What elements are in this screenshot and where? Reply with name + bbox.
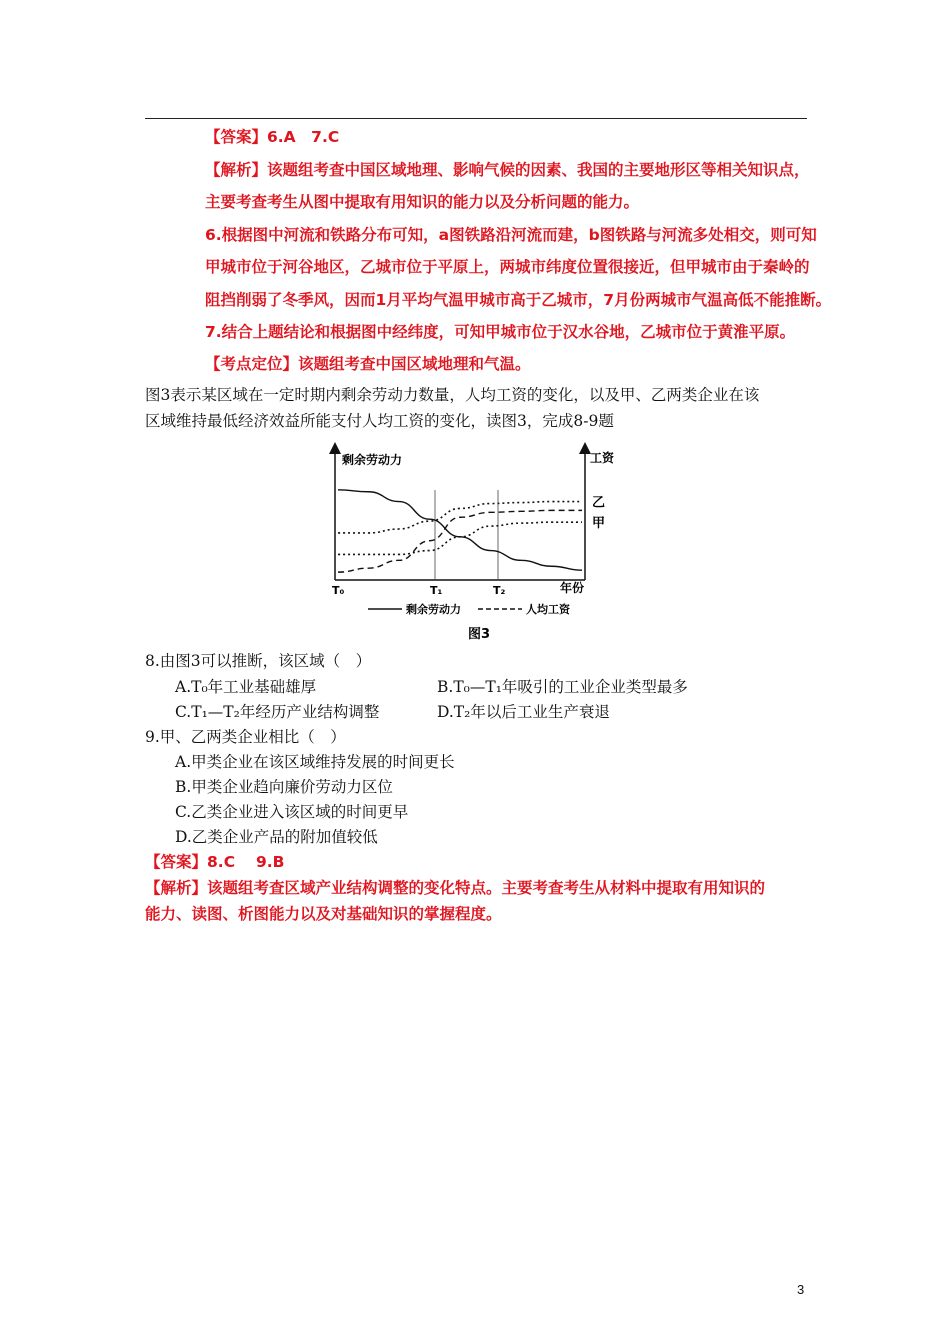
x-axis-label: 年份 <box>560 581 585 595</box>
analysis-line-2: 主要考查考生从图中提取有用知识的能力以及分析问题的能力。 <box>205 193 640 211</box>
figure-3-chart <box>320 440 640 645</box>
tick-t2: T₂ <box>493 584 506 597</box>
header-rule <box>145 118 807 119</box>
q9-option-a: A.甲类企业在该区域维持发展的时间更长 <box>175 753 455 771</box>
page-number: 3 <box>797 1282 805 1297</box>
right-axis-label: 工资 <box>590 451 615 465</box>
series-label-3: 甲 <box>592 516 606 532</box>
series-line-3 <box>338 522 582 554</box>
tick-t0: T₀ <box>332 584 345 597</box>
answer-6-7: 【答案】6.A 7.C <box>205 128 340 146</box>
q6-explanation-line-2: 甲城市位于河谷地区，乙城市位于平原上，两城市纬度位置很接近，但甲城市由于秦岭的 <box>205 258 810 276</box>
analysis-2-line-1: 【解析】该题组考查区域产业结构调整的变化特点。主要考查考生从材料中提取有用知识的 <box>145 879 766 897</box>
series-label-2: 乙 <box>592 495 606 511</box>
q9-option-d: D.乙类企业产品的附加值较低 <box>175 828 378 846</box>
q6-explanation-line-3: 阻挡削弱了冬季风，因而1月平均气温甲城市高于乙城市，7月份两城市气温高低不能推断。 <box>205 291 832 309</box>
series-line-1 <box>338 510 582 572</box>
q8-option-a: A.T₀年工业基础雄厚 <box>175 678 317 696</box>
q6-explanation-line-1: 6.根据图中河流和铁路分布可知，a图铁路沿河流而建，b图铁路与河流多处相交，则可知 <box>205 226 817 244</box>
q8-option-b: B.T₀—T₁年吸引的工业企业类型最多 <box>437 678 688 696</box>
answer-tag: 【答案】 <box>145 853 208 871</box>
series-line-0 <box>338 490 582 570</box>
key-point: 【考点定位】该题组考查中国区域地理和气温。 <box>205 355 531 373</box>
figure-caption: 图3 <box>468 627 491 642</box>
q9-option-c: C.乙类企业进入该区域的时间更早 <box>175 803 409 821</box>
left-axis-label: 剩余劳动力 <box>342 453 403 467</box>
q9-option-b: B.甲类企业趋向廉价劳动力区位 <box>175 778 393 796</box>
q8-option-c: C.T₁—T₂年经历产业结构调整 <box>175 703 380 721</box>
analysis-2-line-2: 能力、读图、析图能力以及对基础知识的掌握程度。 <box>145 905 502 923</box>
legend-surplus-labor: 剩余劳动力 <box>406 603 461 616</box>
intro-line-1: 图3表示某区域在一定时期内剩余劳动力数量，人均工资的变化，以及甲、乙两类企业在该 <box>145 386 760 404</box>
intro-line-2: 区域维持最低经济效益所能支付人均工资的变化，读图3，完成8-9题 <box>145 412 614 430</box>
tick-t1: T₁ <box>430 584 443 597</box>
q8-option-d: D.T₂年以后工业生产衰退 <box>437 703 610 721</box>
q8-stem: 8.由图3可以推断，该区域（ ） <box>145 652 372 670</box>
answer-values: 8.C 9.B <box>207 853 285 871</box>
legend-avg-wage: 人均工资 <box>526 603 570 616</box>
answer-8-9 <box>145 852 284 872</box>
q7-explanation: 7.结合上题结论和根据图中经纬度，可知甲城市位于汉水谷地，乙城市位于黄淮平原。 <box>205 323 796 341</box>
analysis-line-1: 【解析】该题组考查中国区域地理、影响气候的因素、我国的主要地形区等相关知识点， <box>205 161 810 179</box>
q9-stem: 9.甲、乙两类企业相比（ ） <box>145 728 346 746</box>
